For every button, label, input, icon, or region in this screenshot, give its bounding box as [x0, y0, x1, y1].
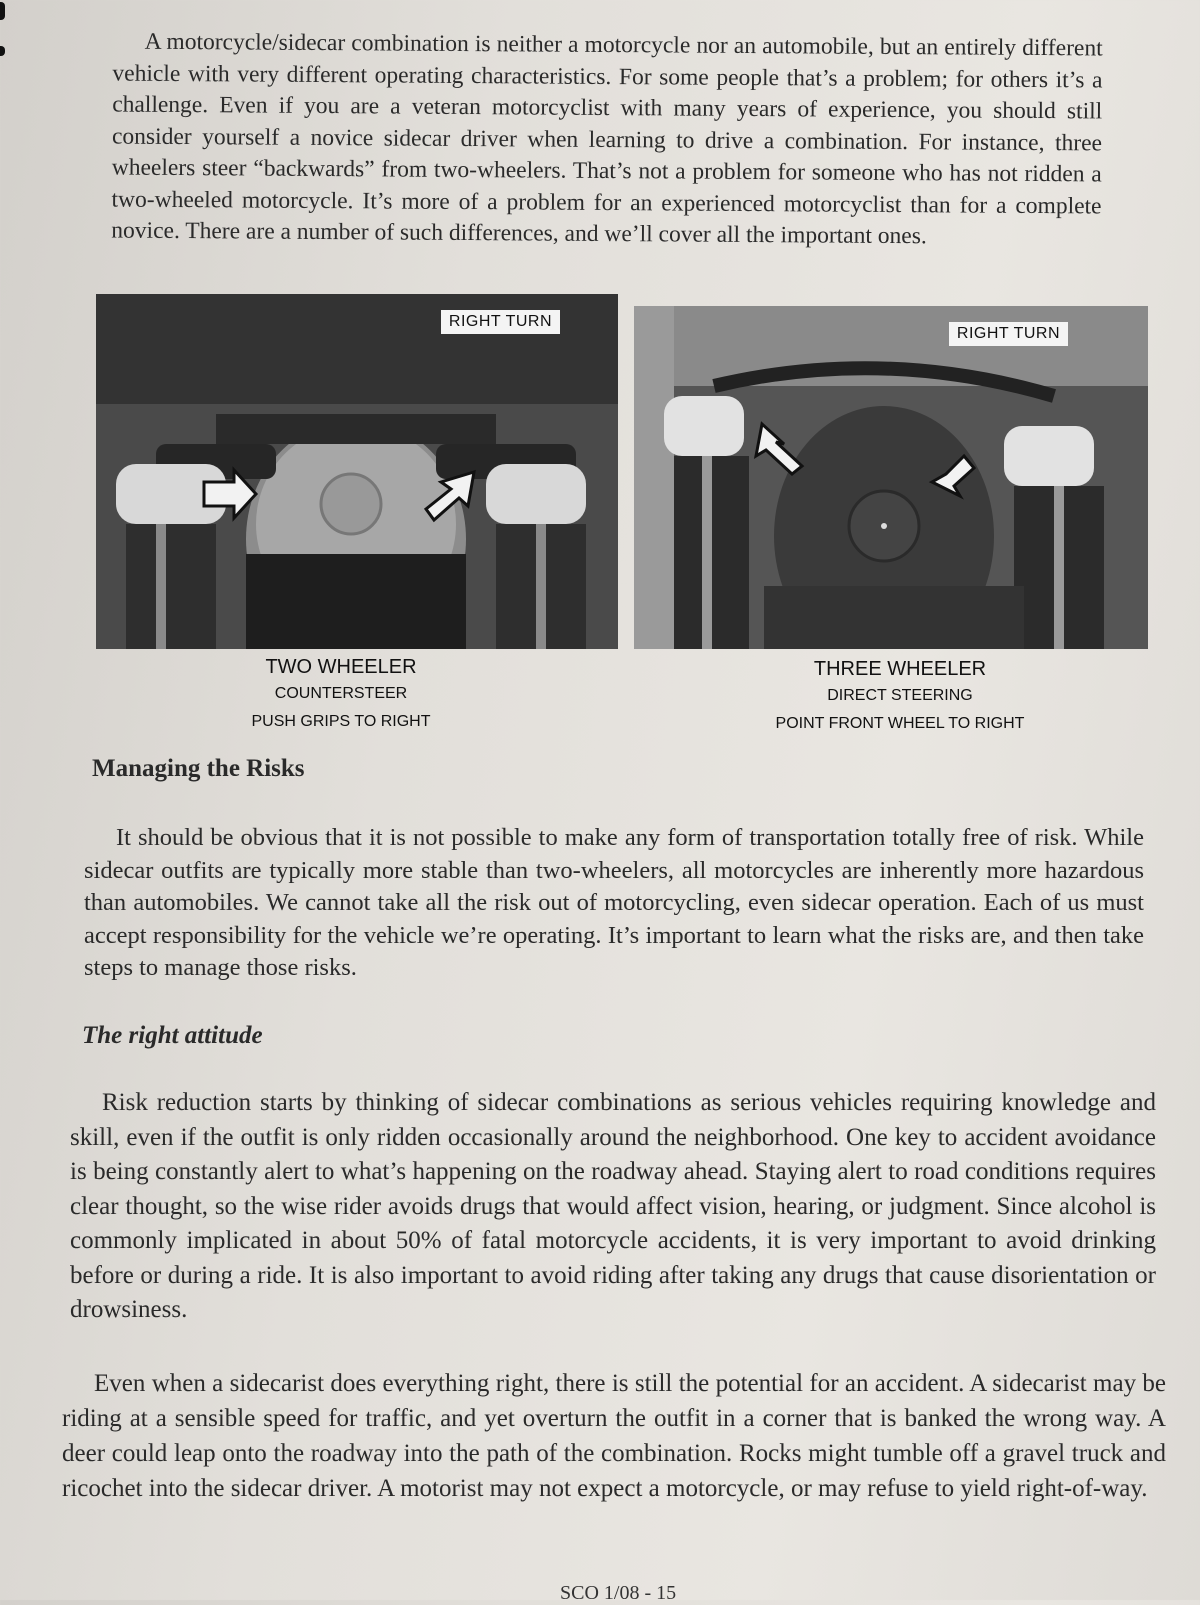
attitude-paragraph: Risk reduction starts by thinking of sidecar combinations as serious vehicles requiring knowledge and skill, even if the outfit is only ridden occasionally around the neighborhood. One key to accident avoidance is being constantly alert to what’s happening on the roadway ahead. Staying alert to road conditions requires clear thought, so the wise rider avoids drugs that would affect vision, hearing, or judgment. Since alcohol is commonly implicated in about 50% of fatal motorcycle accidents, it is very important to avoid drinking before or during a ride. It is also important to avoid riding after taking any drugs that cause disorientation or drowsiness.	[70, 1089, 1156, 1323]
page-edge-mark	[0, 2, 5, 20]
right-turn-label: RIGHT TURN	[441, 310, 560, 334]
page-edge-mark	[0, 46, 5, 56]
two-wheeler-photo	[96, 294, 618, 649]
caption-subtitle: DIRECT STEERING	[827, 687, 973, 704]
page-footer: SCO 1/08 - 15	[560, 1582, 677, 1604]
two-wheeler-caption	[176, 656, 506, 731]
caption-instruction: POINT FRONT WHEEL TO RIGHT	[775, 715, 1025, 732]
two-wheeler-illustration	[96, 294, 618, 649]
subsection-heading: The right attitude	[82, 1022, 263, 1049]
caption-instruction: PUSH GRIPS TO RIGHT	[251, 713, 431, 730]
three-wheeler-caption	[730, 658, 1070, 733]
caption-title: TWO WHEELER	[265, 656, 417, 678]
accident-paragraph: Even when a sidecarist does everything right, there is still the potential for an accident. A sidecarist may be riding at a sensible speed for traffic, and yet overturn the outfit in a corner that is banked the wrong way. A deer could leap onto the roadway into the path of the combination. Rocks might tumble off a gravel truck and ricochet into the sidecar driver. A motorist may not expect a motorcycle, or may refuse to yield right-of-way.	[62, 1370, 1166, 1502]
three-wheeler-illustration	[634, 306, 1148, 649]
right-turn-label: RIGHT TURN	[949, 322, 1068, 346]
risks-paragraph: It should be obvious that it is not possible to make any form of transportation totally free of risk. While sidecar outfits are typically more stable than two-wheelers, all motorcycles are inherently more hazardous than automobiles. We cannot take all the risk out of motorcycling, even sidecar operation. Each of us must accept responsibility for the vehicle we’re operating. It’s important to learn what the risks are, and then take steps to manage those risks.	[84, 824, 1144, 981]
caption-title: THREE WHEELER	[813, 658, 987, 680]
caption-subtitle: COUNTERSTEER	[274, 685, 408, 702]
intro-paragraph: A motorcycle/sidecar combination is neither a motorcycle nor an automobile, but an entirely different vehicle with very different operating characteristics. For some people that’s a problem; for others it’s a challenge. Even if you are a veteran motorcyclist with many years of experience, you should still consider yourself a novice sidecar driver when learning to drive a combination. For instance, three wheelers steer “backwards” from two-wheelers. That’s not a problem for someone who has not ridden a two-wheeled motorcycle. It’s more of a problem for an experienced motorcyclist than for a complete novice. There are a number of such differences, and we’ll cover all the important ones.	[111, 28, 1103, 250]
section-heading: Managing the Risks	[92, 755, 305, 782]
three-wheeler-photo	[634, 306, 1148, 649]
